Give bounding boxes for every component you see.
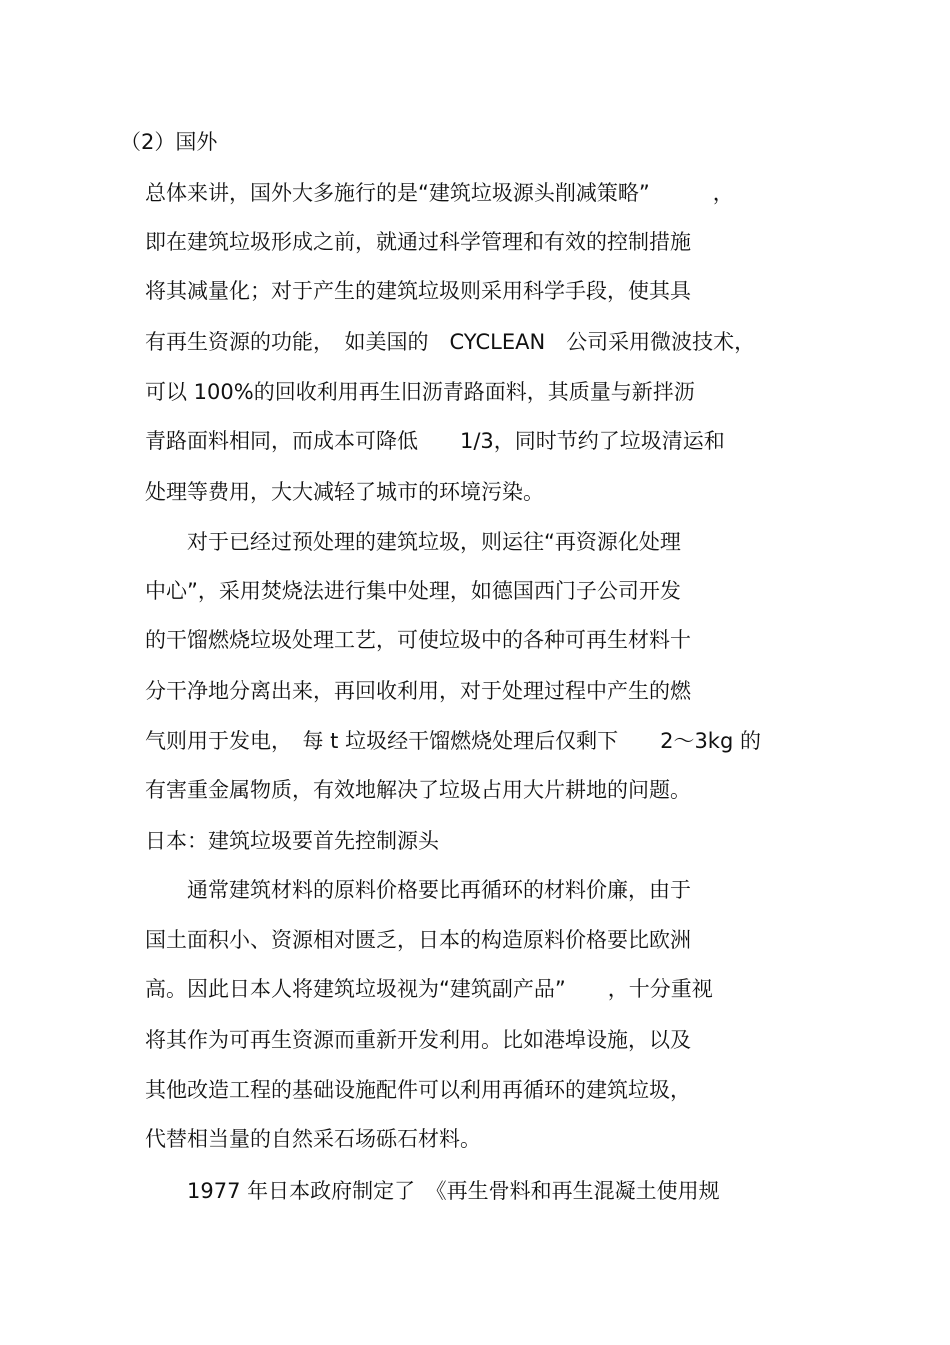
- paragraph-line: 有害重金属物质，有效地解决了垃圾占用大片耕地的问题。: [145, 778, 691, 802]
- paragraph-line: 气则用于发电， 每 t 垃圾经干馏燃烧处理后仅剩下 2～3kg 的: [145, 729, 761, 753]
- paragraph-line: 可以 100%的回收利用再生旧沥青路面料，其质量与新拌沥: [145, 380, 695, 404]
- paragraph-line: 1977 年日本政府制定了 《再生骨料和再生混凝土使用规: [145, 1179, 720, 1203]
- paragraph-line: 对于已经过预处理的建筑垃圾，则运往“再资源化处理: [145, 530, 681, 554]
- paragraph-line: 国土面积小、资源相对匮乏，日本的构造原料价格要比欧洲: [145, 928, 691, 952]
- paragraph-line: 将其减量化；对于产生的建筑垃圾则采用科学手段，使其具: [145, 279, 691, 303]
- subsection-heading: 日本：建筑垃圾要首先控制源头: [145, 829, 439, 853]
- paragraph-line: 将其作为可再生资源而重新开发利用。比如港埠设施，以及: [145, 1028, 691, 1052]
- paragraph-line: 总体来讲，国外大多施行的是“建筑垃圾源头削减策略” ，: [145, 181, 734, 205]
- paragraph-line: 的干馏燃烧垃圾处理工艺，可使垃圾中的各种可再生材料十: [145, 628, 691, 652]
- section-heading: （2）国外: [120, 130, 218, 154]
- paragraph-line: 有再生资源的功能， 如美国的 CYCLEAN 公司采用微波技术，: [145, 330, 756, 354]
- paragraph-line: 其他改造工程的基础设施配件可以利用再循环的建筑垃圾，: [145, 1078, 691, 1102]
- paragraph-line: 代替相当量的自然采石场砾石材料。: [145, 1127, 481, 1151]
- paragraph-line: 青路面料相同，而成本可降低 1/3，同时节约了垃圾清运和: [145, 429, 725, 453]
- paragraph-line: 处理等费用，大大减轻了城市的环境污染。: [145, 480, 544, 504]
- paragraph-line: 高。因此日本人将建筑垃圾视为“建筑副产品” ，十分重视: [145, 977, 713, 1001]
- paragraph-line: 即在建筑垃圾形成之前，就通过科学管理和有效的控制措施: [145, 230, 691, 254]
- paragraph-line: 通常建筑材料的原料价格要比再循环的材料价廉，由于: [145, 878, 691, 902]
- paragraph-line: 分干净地分离出来，再回收利用，对于处理过程中产生的燃: [145, 679, 691, 703]
- paragraph-line: 中心”，采用焚烧法进行集中处理，如德国西门子公司开发: [145, 579, 681, 603]
